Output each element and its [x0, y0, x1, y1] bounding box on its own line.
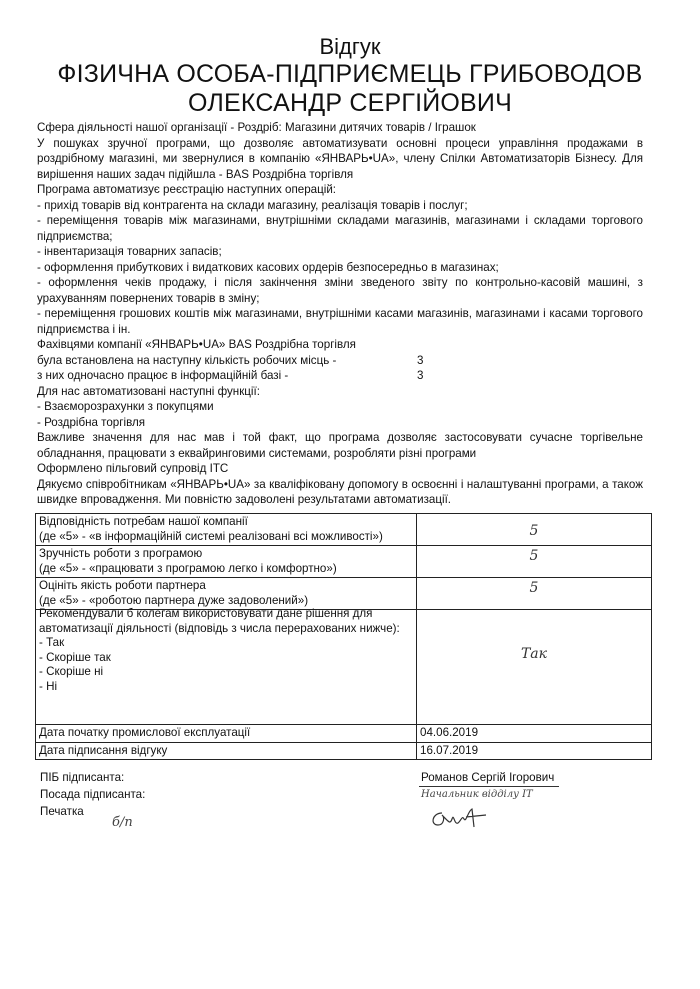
table-row [36, 725, 652, 743]
criterion-hint: (де «5» - «працювати з програмою легко і комфортно») [39, 561, 337, 575]
workplaces-row [37, 353, 643, 369]
table-row [36, 546, 652, 578]
score-cell [417, 578, 652, 610]
criterion-hint: (де «5» - «в інформаційній системі реалізовані всі можливості») [39, 529, 383, 543]
recommend-cell [36, 607, 417, 725]
criterion-cell [36, 578, 417, 610]
signer-position-label: Посада підписанта: [40, 788, 146, 801]
operation-item: - оформлення чеків продажу, і після закінчення зміни зведеного звіту по контрольно-касовій машині, з урахуванням повернених товарів в зміну; [37, 276, 643, 305]
intro-paragraph: У пошуках зручної програми, що дозволяє автоматизувати основні процеси управління продажами в роздрібному магазині, ми звернулися в компанію «ЯНВАРЬ•UA», члену Спілки Автоматизаторів Бізнесу. Для вирішення наших задач підійшла - BAS Роздрібна торгівля [37, 136, 643, 181]
start-date-value: 04.06.2019 [417, 725, 652, 743]
table-row [36, 514, 652, 546]
workplaces-label: була встановлена на наступну кількість робочих місць - [37, 353, 337, 367]
operation-item: - переміщення товарів між магазинами, внутрішніми складами магазинів, магазинами і складами торгового підприємства; [37, 214, 643, 243]
sign-date-label: Дата підписання відгуку [36, 742, 417, 760]
recommend-question: Рекомендували б колегам використовувати дане рішення для автоматизації діяльності (відповідь з числа перерахованих нижче): [39, 607, 400, 635]
thanks-paragraph: Дякуємо співробітникам «ЯНВАРЬ•UA» за кваліфіковану допомогу в освоєнні і налаштуванні програми, а також швидке впровадження. Ми повністю задоволені результатами автоматизації. [37, 477, 643, 506]
table-row [36, 578, 652, 610]
recommend-answer-cell [417, 610, 652, 725]
concurrent-row [37, 368, 643, 384]
important-paragraph: Важливе значення для нас мав і той факт, що програма дозволяє застосовувати сучасне торгівельне обладнання, працювати з еквайринговими системами, розробляти різні програми [37, 431, 643, 460]
signer-name-label: ПІБ підписанта: [40, 771, 125, 784]
company-name-line2: ОЛЕКСАНДР СЕРГІЙОВИЧ [188, 89, 512, 117]
criterion-title: Зручність роботи з програмою [39, 547, 203, 560]
signature-underline [419, 786, 559, 787]
signer-position-value: Начальник відділу ІТ [421, 789, 533, 800]
score-value: 5 [529, 548, 539, 564]
score-cell [417, 546, 652, 578]
evaluation-table [35, 513, 652, 760]
handwritten-signature [428, 805, 498, 831]
table-row [36, 742, 652, 760]
recommend-option: - Ні [39, 679, 58, 693]
score-value: 5 [529, 580, 539, 596]
functions-heading: Для нас автоматизовані наступні функції: [37, 384, 260, 398]
support-line: Оформлено пільговий супровід ІТС [37, 462, 229, 475]
document-title: Відгук [319, 34, 381, 59]
recommend-option: - Скоріше ні [39, 665, 104, 678]
sign-date-value: 16.07.2019 [417, 742, 652, 760]
review-body [37, 120, 643, 508]
criterion-cell [36, 514, 417, 546]
signer-name-value: Романов Сергій Ігорович [421, 771, 555, 784]
installed-by: Фахівцями компанії «ЯНВАРЬ•UA» BAS Роздрібна торгівля [37, 338, 356, 351]
criterion-hint: (де «5» - «роботою партнера дуже задоволений») [39, 593, 309, 607]
recommend-option: - Так [39, 636, 65, 649]
operations-heading: Програма автоматизує реєстрацію наступних операцій: [37, 183, 337, 196]
workplaces-count: 3 [417, 353, 424, 367]
function-item: - Взаєморозрахунки з покупцями [37, 400, 214, 413]
business-sphere: Сфера діяльності нашої організації - Роздріб: Магазини дитячих товарів / Іграшок [37, 121, 476, 134]
criterion-title: Відповідність потребам нашої компанії [39, 515, 248, 528]
operation-item: - прихід товарів від контрагента на склади магазину, реалізація товарів і послуг; [37, 198, 468, 212]
company-name-line1: ФІЗИЧНА ОСОБА-ПІДПРИЄМЕЦЬ ГРИБОВОДОВ [57, 60, 643, 88]
stamp-value: б/п [112, 815, 133, 830]
score-cell [417, 514, 652, 546]
criterion-cell [36, 546, 417, 578]
concurrent-count: 3 [417, 369, 424, 382]
score-value: 5 [529, 523, 539, 539]
stamp-label: Печатка [40, 805, 84, 818]
criterion-title: Оцініть якість роботи партнера [39, 579, 206, 592]
function-item: - Роздрібна торгівля [37, 415, 146, 429]
operation-item: - переміщення грошових коштів між магазинами, внутрішніми касами магазинів, магазинами і касами торгового підприємства і ін. [37, 307, 643, 336]
operation-item: - інвентаризація товарних запасів; [37, 245, 222, 258]
concurrent-label: з них одночасно працює в інформаційній базі - [37, 369, 289, 382]
recommend-option: - Скоріше так [39, 650, 111, 664]
operation-item: - оформлення прибуткових і видаткових касових ордерів безпосередньо в магазинах; [37, 260, 499, 274]
recommend-answer: Так [520, 646, 548, 662]
start-date-label: Дата початку промислової експлуатації [36, 725, 417, 743]
table-row [36, 610, 652, 725]
